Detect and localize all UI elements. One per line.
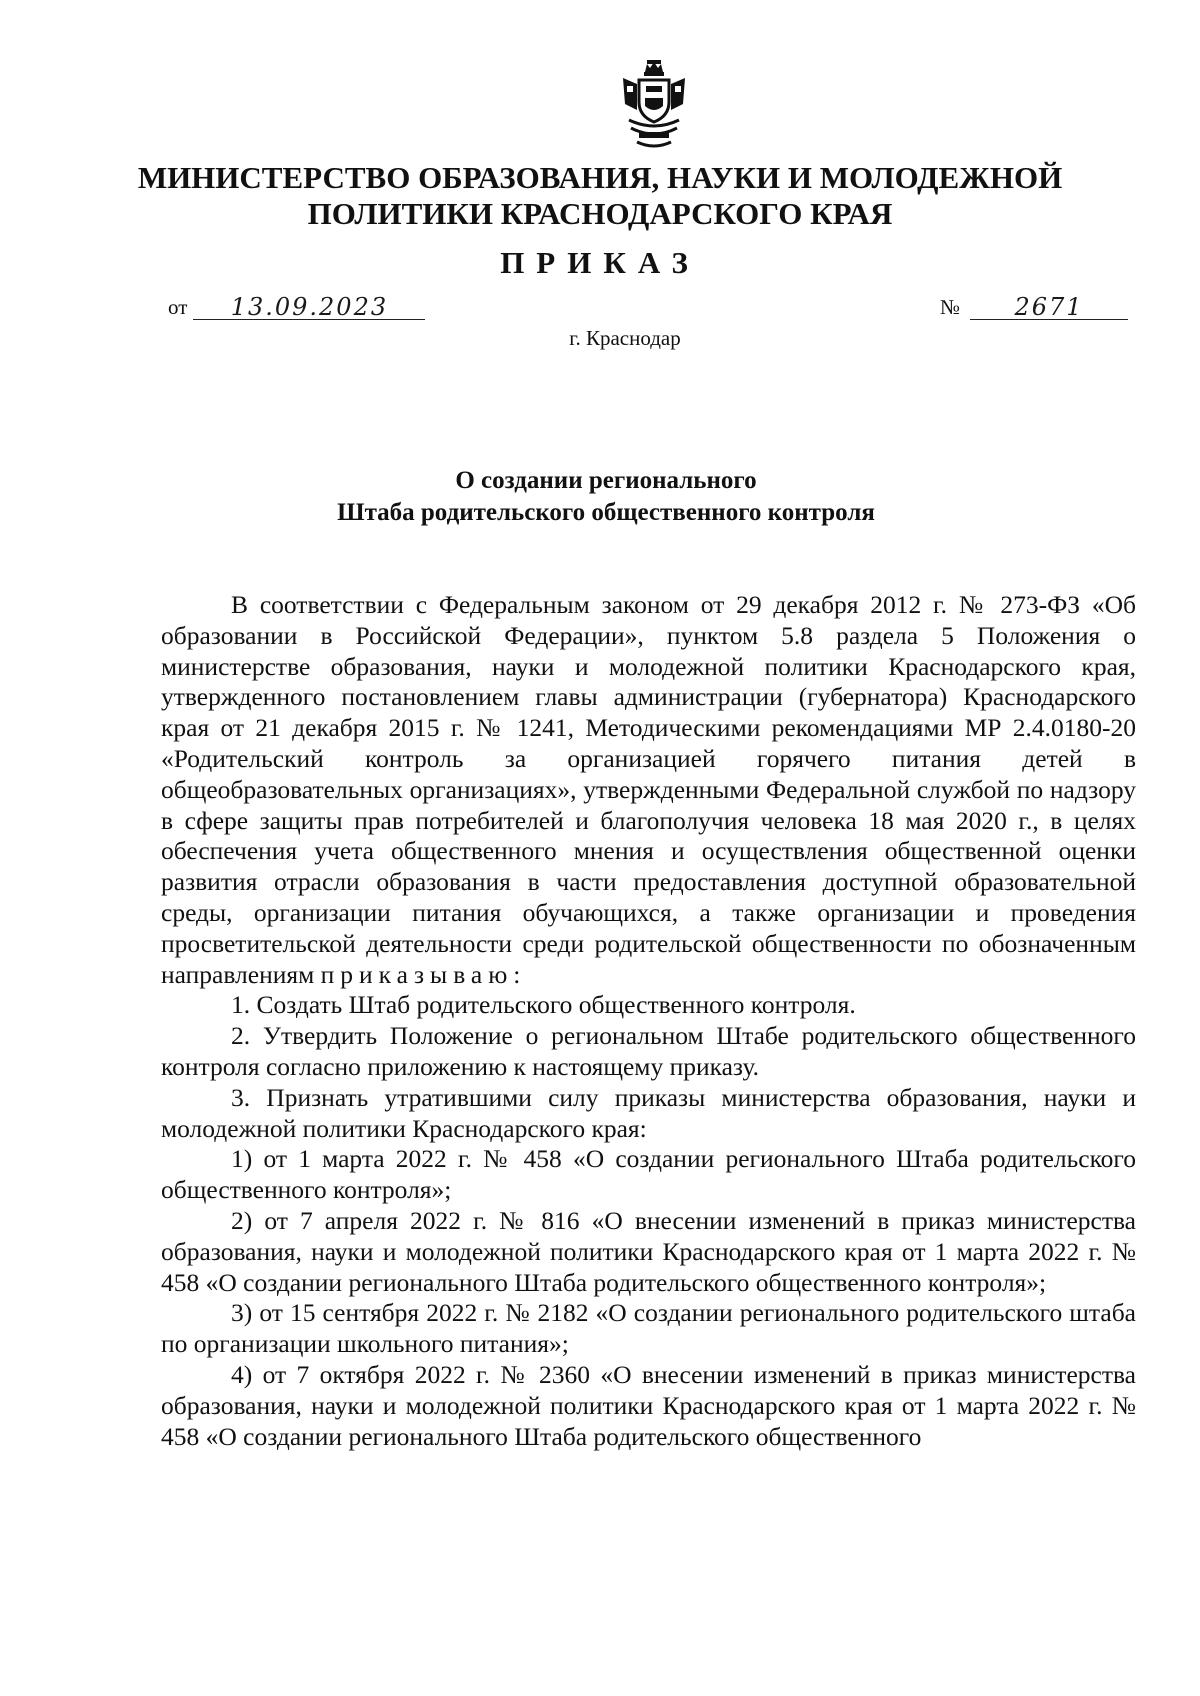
preamble-paragraph — [161, 590, 1136, 990]
item-1: 1. Создать Штаб родительского общественного контроля. — [231, 990, 856, 1020]
coat-of-arms-emblem — [619, 58, 689, 150]
ministry-line-2: ПОЛИТИКИ КРАСНОДАРСКОГО КРАЯ — [307, 196, 893, 231]
date-field — [168, 293, 425, 320]
sub-item-4: 4) от 7 октября 2022 г. № 2360 «О внесении изменений в приказ министерства образования, науки и молодежной политики Краснодарского края от 1 марта 2022 г. № 458 «О создании регионального Штаба родительского общественного — [161, 1359, 1136, 1451]
sub-item-3: 3) от 15 сентября 2022 г. № 2182 «О создании регионального родительского штаба по организации школьного питания»; — [161, 1298, 1136, 1359]
number-field — [940, 293, 1128, 320]
item-3: 3. Признать утратившими силу приказы министерства образования, науки и молодежной политики Краснодарского края: — [161, 1082, 1136, 1143]
ministry-line-1: МИНИСТЕРСТВО ОБРАЗОВАНИЯ, НАУКИ И МОЛОДЕЖНОЙ — [137, 160, 1063, 195]
order-verb: приказываю: — [320, 959, 527, 989]
handwritten-date: 13.09.2023 — [230, 293, 389, 321]
sub-item-2: 2) от 7 апреля 2022 г. № 816 «О внесении изменений в приказ министерства образования, науки и молодежной политики Краснодарского края от 1 марта 2022 г. № 458 «О создании регионального Штаба родительского общественного контроля»; — [161, 1205, 1136, 1297]
order-heading: ПРИКАЗ — [500, 245, 700, 280]
date-prefix: от — [168, 295, 188, 319]
document-title — [0, 465, 1200, 529]
title-line-2: Штаба родительского общественного контроля — [337, 499, 875, 526]
preamble-text: В соответствии с Федеральным законом от 29 декабря 2012 г. № 273-ФЗ «Об образовании в Российской Федерации», пунктом 5.8 раздела 5 Положения о министерстве образования, науки и молодежной политики Краснодарского края, утвержденного постановлением главы администрации (губернатора) Краснодарского края от 21 декабря 2015 г. № 1241, Методическими рекомендациями МР 2.4.0180-20 «Родительский контроль за организацией горячего питания детей в общеобразовательных организациях», утвержденными Федеральной службой по надзору в сфере защиты прав потребителей и благополучия человека 18 мая 2020 г., в целях обеспечения учета общественного мнения и осуществления общественной оценки развития отрасли образования в части предоставления доступной образовательной среды, организации питания обучающихся, а также организации и проведения просветительской деятельности среди родительской общественности по обозначенным направлениям — [161, 590, 1136, 989]
document-body — [161, 590, 1136, 1452]
title-line-1: О создании регионального — [455, 467, 757, 494]
number-blank — [970, 293, 1128, 320]
item-2: 2. Утвердить Положение о региональном Штабе родительского общественного контроля согласно приложению к настоящему приказу. — [161, 1021, 1136, 1081]
city: г. Краснодар — [569, 326, 681, 350]
number-prefix: № — [940, 295, 961, 319]
handwritten-number: 2671 — [1014, 293, 1084, 321]
date-blank — [193, 293, 425, 320]
sub-item-1: 1) от 1 марта 2022 г. № 458 «О создании регионального Штаба родительского общественного контроля»; — [161, 1144, 1136, 1205]
ministry-name — [100, 160, 1100, 232]
